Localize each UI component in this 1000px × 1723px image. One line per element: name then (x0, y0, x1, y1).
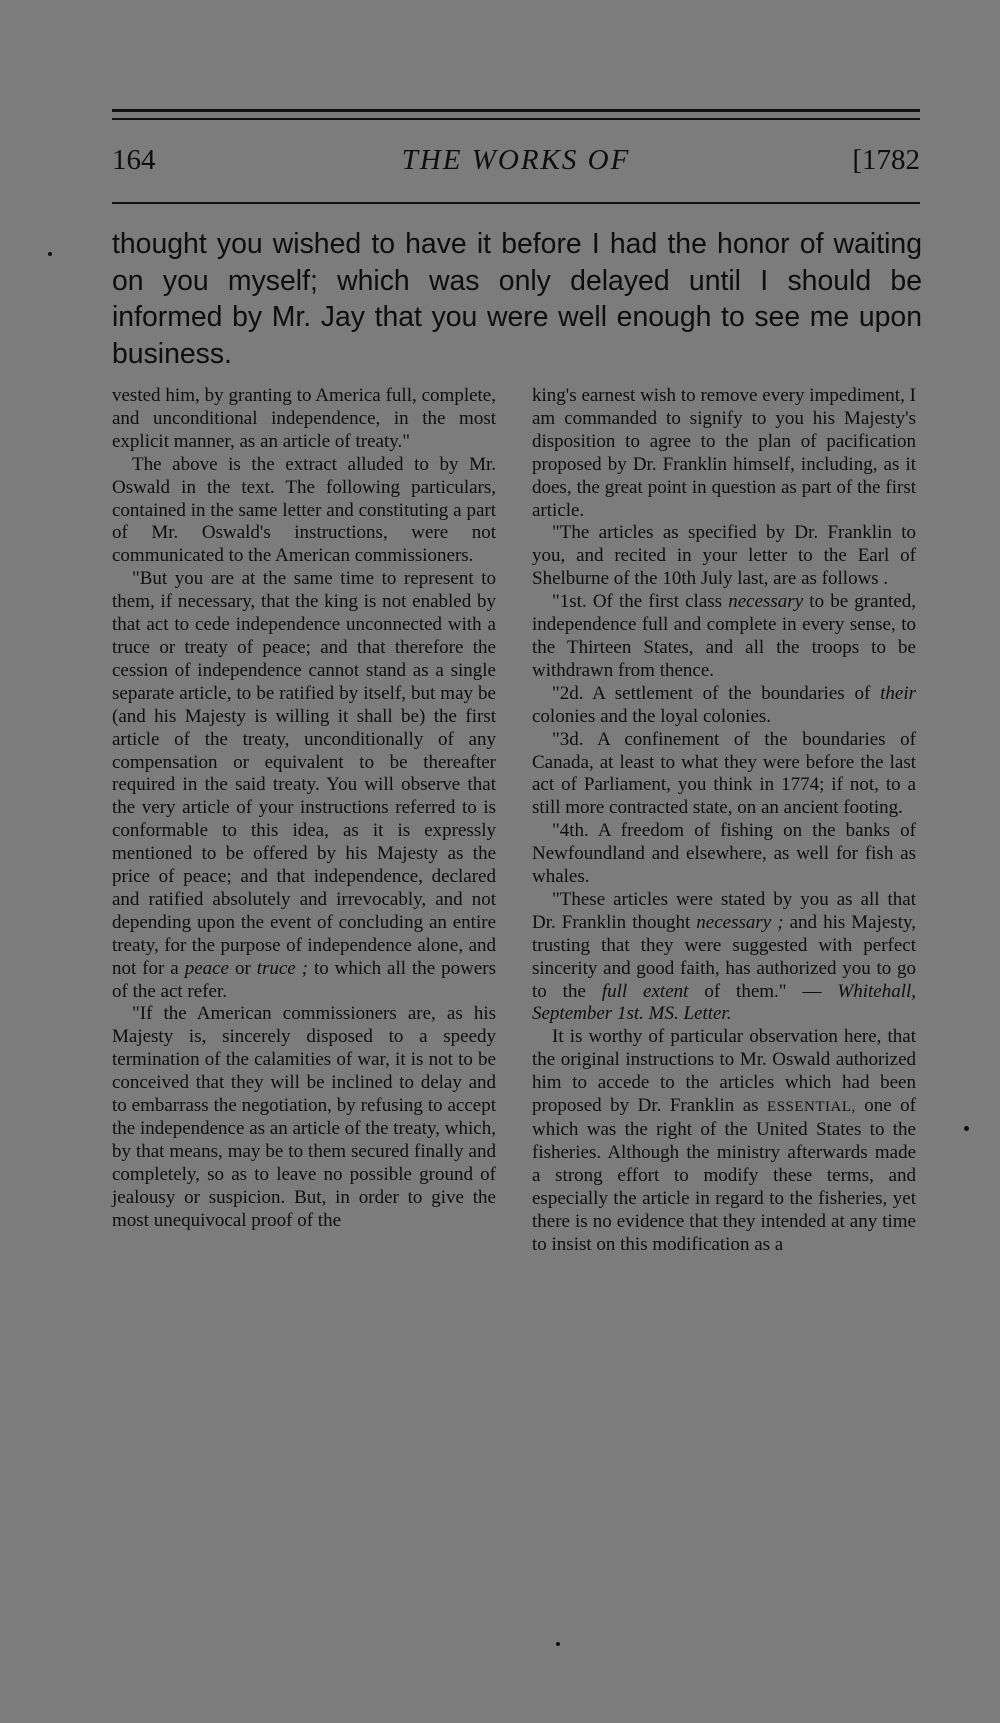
left-paragraph-2: The above is the extract alluded to by Mr. Oswald in the text. The following particulars, contained in the same letter and constituting a part of Mr. Oswald's instructions, were not communicated to the American commissioners. (112, 453, 496, 567)
page-number: 164 (112, 144, 156, 176)
right-paragraph-2: "The articles as specified by Dr. Franklin to you, and recited in your letter to the Earl of Shelburne of the 10th July last, are as follows . (532, 522, 916, 590)
right-column (532, 385, 916, 1256)
left-column (112, 385, 496, 1233)
right-paragraph-5: "3d. A confinement of the boundaries of Canada, at least to what they were before the last act of Parliament, you think in 1774; if not, to a still more contracted state, on an ancient footing. (532, 728, 916, 819)
right-paragraph-6: "4th. A freedom of fishing on the banks of Newfoundland and elsewhere, as well for fish as whales. (532, 820, 916, 888)
ink-speck (556, 1642, 560, 1646)
right-paragraph-1: king's earnest wish to remove every impediment, I am commanded to signify to you his Majesty's disposition to agree to the plan of pacification proposed by Dr. Franklin himself, including, as it does, the great point in question as part of the first article. (532, 385, 916, 521)
lead-paragraph: thought you wished to have it before I had the honor of waiting on you myself; which was only delayed until I should be informed by Mr. Jay that you were well enough to see me upon business. (112, 228, 922, 370)
right-paragraph-7: "These articles were stated by you as all that Dr. Franklin thought necessary ; and his Majesty, trusting that they were suggested with perfect sincerity and good faith, has authorized you to go to the full extent of them." — Whitehall, September 1st. MS. Letter. (532, 888, 917, 1025)
running-header (112, 144, 920, 184)
right-paragraph-8: It is worthy of particular observation here, that the original instructions to Mr. Oswald authorized him to accede to the articles which had been proposed by Dr. Franklin as ESSENTIAL, one of which was the right of the United States to the fisheries. Although the ministry afterwards made a strong effort to modify these terms, and especially the article in regard to the fisheries, yet there is no evidence that they intended at any time to insist on this modification as a (532, 1026, 917, 1255)
right-paragraph-3: "1st. Of the first class necessary to be granted, independence full and complete in every sense, to the Thirteen States, and all the troops to be withdrawn from thence. (532, 591, 917, 681)
right-paragraph-4: "2d. A settlement of the boundaries of their colonies and the loyal colonies. (532, 682, 917, 727)
left-paragraph-3: "But you are at the same time to represent to them, if necessary, that the king is not enabled by that act to cede independence unconnected with a truce or treaty of peace; and that therefore the cession of independence cannot stand as a single separate article, to be ratified by itself, but may be (and his Majesty is willing it shall be) the first article of the treaty, unconditionally of any compensation or equivalent to be thereafter required in the said treaty. You will observe that the very article of your instructions referred to is conformable to this idea, as it is expressly mentioned to be offered by his Majesty as the price of peace; and that independence, declared and ratified absolutely and irrevocably, and not depending upon the event of concluding an entire treaty, for the purpose of independence alone, and not for a peace or truce ; to which all the powers of the act refer. (112, 568, 496, 1002)
ink-speck (964, 1126, 969, 1131)
header-rule-bottom (112, 202, 920, 204)
running-title: THE WORKS OF (401, 144, 631, 176)
header-rule-top-inner (112, 118, 920, 120)
header-rule-top (112, 109, 920, 112)
ink-speck (48, 252, 52, 256)
page-year: [1782 (852, 144, 920, 176)
left-paragraph-4: "If the American commissioners are, as his Majesty is, sincerely disposed to a speedy termination of the calamities of war, it is not to be conceived that they will be inclined to delay and to embarrass the negotiation, by refusing to accept the independence as an article of the treaty, which, by that means, may be to them secured finally and completely, so as to leave no possible ground of jealousy or suspicion. But, in order to give the most unequivocal proof of the (112, 1003, 496, 1231)
left-paragraph-1: vested him, by granting to America full, complete, and unconditional independence, in the most explicit manner, as an article of treaty." (112, 385, 496, 452)
